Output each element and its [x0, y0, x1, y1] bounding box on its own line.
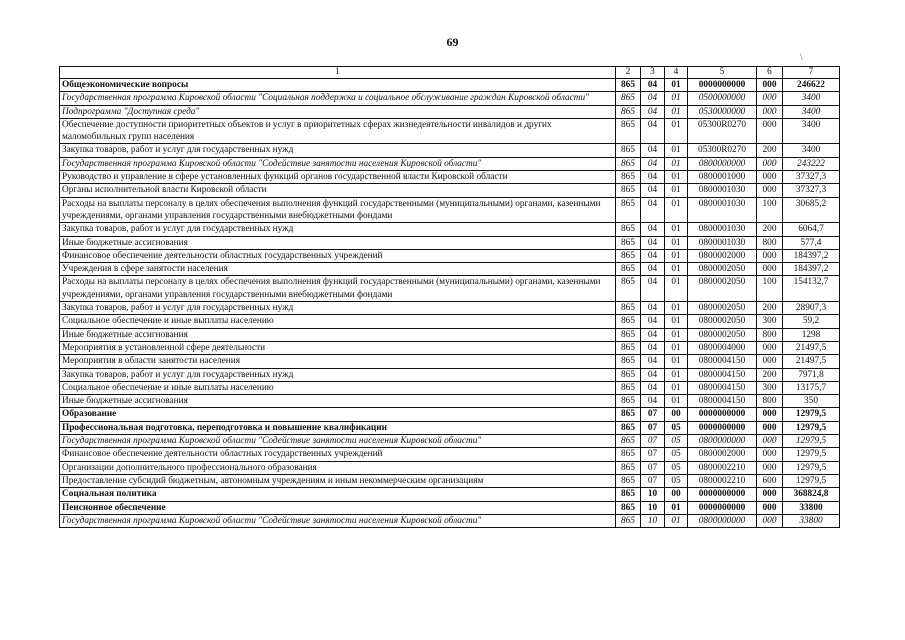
target-article-cell: 05300R0270 [688, 118, 757, 144]
column-header: 5 [688, 67, 757, 79]
expense-type-cell: 000 [757, 249, 783, 262]
target-article-cell: 0800001030 [688, 197, 757, 223]
ministry-code-cell: 865 [616, 118, 641, 144]
section-code-cell: 04 [641, 249, 665, 262]
row-name-cell: Государственная программа Кировской области "Социальная поддержка и социальное обслуживание граждан Кировской области" [60, 92, 616, 105]
table-row [60, 328, 840, 341]
row-name-cell: Профессиональная подготовка, переподготовка и повышение квалификации [60, 421, 616, 434]
expense-type-cell: 000 [757, 488, 783, 501]
header-row [60, 67, 840, 79]
table-row [60, 435, 840, 448]
expense-type-cell: 000 [757, 341, 783, 354]
target-article-cell: 0800001000 [688, 171, 757, 184]
section-code-cell: 04 [641, 105, 665, 118]
table-row [60, 276, 840, 302]
ministry-code-cell: 865 [616, 144, 641, 157]
row-name-cell: Государственная программа Кировской области "Содействие занятости населения Кировской области" [60, 435, 616, 448]
section-code-cell: 04 [641, 368, 665, 381]
row-name-cell: Иные бюджетные ассигнования [60, 328, 616, 341]
subsection-code-cell: 01 [665, 368, 688, 381]
subsection-code-cell: 05 [665, 435, 688, 448]
row-name-cell: Иные бюджетные ассигнования [60, 395, 616, 408]
ministry-code-cell: 865 [616, 328, 641, 341]
table-row [60, 421, 840, 434]
table-row [60, 302, 840, 315]
target-article-cell: 0800002000 [688, 448, 757, 461]
subsection-code-cell: 01 [665, 92, 688, 105]
ministry-code-cell: 865 [616, 448, 641, 461]
subsection-code-cell: 05 [665, 448, 688, 461]
row-name-cell: Органы исполнительной власти Кировской области [60, 184, 616, 197]
section-code-cell: 07 [641, 461, 665, 474]
ministry-code-cell: 865 [616, 197, 641, 223]
expense-type-cell: 100 [757, 276, 783, 302]
ministry-code-cell: 865 [616, 276, 641, 302]
subsection-code-cell: 01 [665, 118, 688, 144]
expense-type-cell: 000 [757, 421, 783, 434]
ministry-code-cell: 865 [616, 474, 641, 487]
section-code-cell: 04 [641, 276, 665, 302]
amount-cell: 12979,5 [783, 474, 840, 487]
section-code-cell: 04 [641, 355, 665, 368]
amount-cell: 368824,8 [783, 488, 840, 501]
expense-type-cell: 000 [757, 461, 783, 474]
ministry-code-cell: 865 [616, 157, 641, 170]
table-row [60, 92, 840, 105]
section-code-cell: 04 [641, 236, 665, 249]
expense-type-cell: 000 [757, 408, 783, 421]
expense-type-cell: 800 [757, 236, 783, 249]
row-name-cell: Закупка товаров, работ и услуг для государственных нужд [60, 144, 616, 157]
section-code-cell: 10 [641, 488, 665, 501]
expense-type-cell: 800 [757, 328, 783, 341]
row-name-cell: Социальное обеспечение и иные выплаты населению [60, 315, 616, 328]
ministry-code-cell: 865 [616, 368, 641, 381]
amount-cell: 3400 [783, 105, 840, 118]
subsection-code-cell: 01 [665, 236, 688, 249]
ministry-code-cell: 865 [616, 184, 641, 197]
row-name-cell: Мероприятия в области занятости населения [60, 355, 616, 368]
section-code-cell: 07 [641, 408, 665, 421]
subsection-code-cell: 01 [665, 197, 688, 223]
ministry-code-cell: 865 [616, 92, 641, 105]
ministry-code-cell: 865 [616, 236, 641, 249]
section-code-cell: 04 [641, 92, 665, 105]
amount-cell: 577,4 [783, 236, 840, 249]
expense-type-cell: 000 [757, 263, 783, 276]
subsection-code-cell: 01 [665, 105, 688, 118]
table-row [60, 79, 840, 92]
table-row [60, 236, 840, 249]
target-article-cell: 05300R0270 [688, 144, 757, 157]
section-code-cell: 04 [641, 315, 665, 328]
ministry-code-cell: 865 [616, 461, 641, 474]
table-row [60, 184, 840, 197]
target-article-cell: 0800004150 [688, 381, 757, 394]
ministry-code-cell: 865 [616, 79, 641, 92]
table-row [60, 223, 840, 236]
ministry-code-cell: 865 [616, 223, 641, 236]
table-row [60, 514, 840, 527]
row-name-cell: Закупка товаров, работ и услуг для государственных нужд [60, 302, 616, 315]
section-code-cell: 04 [641, 171, 665, 184]
table-row [60, 501, 840, 514]
row-name-cell: Пенсионное обеспечение [60, 501, 616, 514]
section-code-cell: 04 [641, 197, 665, 223]
expense-type-cell: 000 [757, 435, 783, 448]
subsection-code-cell: 01 [665, 315, 688, 328]
subsection-code-cell: 01 [665, 276, 688, 302]
table-row [60, 395, 840, 408]
target-article-cell: 0800000000 [688, 435, 757, 448]
amount-cell: 30685,2 [783, 197, 840, 223]
expense-type-cell: 800 [757, 395, 783, 408]
row-name-cell: Социальная политика [60, 488, 616, 501]
ministry-code-cell: 865 [616, 171, 641, 184]
subsection-code-cell: 01 [665, 302, 688, 315]
subsection-code-cell: 01 [665, 79, 688, 92]
target-article-cell: 0800001030 [688, 236, 757, 249]
row-name-cell: Расходы на выплаты персоналу в целях обеспечения выполнения функций государственными (муниципальными) органами, казенными учреждениями, органами управления государственными внебюджетными фондами [60, 197, 616, 223]
target-article-cell: 0800002210 [688, 474, 757, 487]
target-article-cell: 0800002050 [688, 328, 757, 341]
expense-type-cell: 000 [757, 184, 783, 197]
row-name-cell: Подпрограмма "Доступная среда" [60, 105, 616, 118]
expense-type-cell: 000 [757, 92, 783, 105]
page-number: 69 [446, 35, 459, 49]
target-article-cell: 0800000000 [688, 514, 757, 527]
target-article-cell: 0800000000 [688, 157, 757, 170]
amount-cell: 13175,7 [783, 381, 840, 394]
section-code-cell: 07 [641, 435, 665, 448]
ministry-code-cell: 865 [616, 435, 641, 448]
amount-cell: 21497,5 [783, 341, 840, 354]
column-header: 7 [783, 67, 840, 79]
subsection-code-cell: 05 [665, 421, 688, 434]
table-row [60, 381, 840, 394]
table-row [60, 263, 840, 276]
subsection-code-cell: 01 [665, 249, 688, 262]
subsection-code-cell: 01 [665, 514, 688, 527]
section-code-cell: 07 [641, 421, 665, 434]
amount-cell: 154132,7 [783, 276, 840, 302]
row-name-cell: Закупка товаров, работ и услуг для государственных нужд [60, 223, 616, 236]
ministry-code-cell: 865 [616, 381, 641, 394]
amount-cell: 3400 [783, 118, 840, 144]
section-code-cell: 04 [641, 144, 665, 157]
target-article-cell: 0800004150 [688, 395, 757, 408]
amount-cell: 12979,5 [783, 448, 840, 461]
table-row [60, 197, 840, 223]
target-article-cell: 0800002210 [688, 461, 757, 474]
target-article-cell: 0800004000 [688, 341, 757, 354]
row-name-cell: Общеэкономические вопросы [60, 79, 616, 92]
target-article-cell: 0800004150 [688, 368, 757, 381]
column-header: 3 [641, 67, 665, 79]
expense-type-cell: 300 [757, 381, 783, 394]
amount-cell: 246622 [783, 79, 840, 92]
ministry-code-cell: 865 [616, 355, 641, 368]
row-name-cell: Иные бюджетные ассигнования [60, 236, 616, 249]
table-row [60, 118, 840, 144]
budget-table [59, 66, 840, 528]
amount-cell: 28907,3 [783, 302, 840, 315]
expense-type-cell: 000 [757, 157, 783, 170]
section-code-cell: 04 [641, 341, 665, 354]
amount-cell: 21497,5 [783, 355, 840, 368]
amount-cell: 12979,5 [783, 435, 840, 448]
subsection-code-cell: 01 [665, 171, 688, 184]
subsection-code-cell: 01 [665, 328, 688, 341]
table-row [60, 315, 840, 328]
ministry-code-cell: 865 [616, 341, 641, 354]
row-name-cell: Государственная программа Кировской области "Содействие занятости населения Кировской области" [60, 157, 616, 170]
section-code-cell: 04 [641, 118, 665, 144]
section-code-cell: 04 [641, 328, 665, 341]
column-header: 2 [616, 67, 641, 79]
column-header: 6 [757, 67, 783, 79]
section-code-cell: 07 [641, 448, 665, 461]
ministry-code-cell: 865 [616, 501, 641, 514]
target-article-cell: 0530000000 [688, 105, 757, 118]
table-row [60, 341, 840, 354]
amount-cell: 3400 [783, 144, 840, 157]
expense-type-cell: 000 [757, 118, 783, 144]
ministry-code-cell: 865 [616, 263, 641, 276]
column-header: 1 [60, 67, 616, 79]
subsection-code-cell: 05 [665, 474, 688, 487]
ministry-code-cell: 865 [616, 395, 641, 408]
table-row [60, 408, 840, 421]
ministry-code-cell: 865 [616, 315, 641, 328]
target-article-cell: 0000000000 [688, 408, 757, 421]
table-row [60, 144, 840, 157]
row-name-cell: Финансовое обеспечение деятельности областных государственных учреждений [60, 448, 616, 461]
column-header: 4 [665, 67, 688, 79]
amount-cell: 350 [783, 395, 840, 408]
subsection-code-cell: 01 [665, 381, 688, 394]
amount-cell: 3400 [783, 92, 840, 105]
target-article-cell: 0000000000 [688, 501, 757, 514]
target-article-cell: 0800001030 [688, 184, 757, 197]
ministry-code-cell: 865 [616, 105, 641, 118]
target-article-cell: 0000000000 [688, 488, 757, 501]
section-code-cell: 04 [641, 381, 665, 394]
ministry-code-cell: 865 [616, 249, 641, 262]
section-code-cell: 04 [641, 263, 665, 276]
row-name-cell: Образование [60, 408, 616, 421]
corner-mark: \ [800, 52, 803, 62]
table-row [60, 448, 840, 461]
target-article-cell: 0800002000 [688, 249, 757, 262]
row-name-cell: Закупка товаров, работ и услуг для государственных нужд [60, 368, 616, 381]
expense-type-cell: 100 [757, 197, 783, 223]
expense-type-cell: 200 [757, 302, 783, 315]
table-row [60, 488, 840, 501]
row-name-cell: Социальное обеспечение и иные выплаты населению [60, 381, 616, 394]
ministry-code-cell: 865 [616, 421, 641, 434]
subsection-code-cell: 01 [665, 355, 688, 368]
target-article-cell: 0000000000 [688, 79, 757, 92]
amount-cell: 6064,7 [783, 223, 840, 236]
subsection-code-cell: 01 [665, 395, 688, 408]
ministry-code-cell: 865 [616, 488, 641, 501]
amount-cell: 12979,5 [783, 421, 840, 434]
expense-type-cell: 000 [757, 171, 783, 184]
table-row [60, 157, 840, 170]
subsection-code-cell: 01 [665, 341, 688, 354]
section-code-cell: 10 [641, 501, 665, 514]
section-code-cell: 04 [641, 302, 665, 315]
section-code-cell: 04 [641, 157, 665, 170]
expense-type-cell: 000 [757, 514, 783, 527]
row-name-cell: Руководство и управление в сфере установленных функций органов государственной власти Кировской области [60, 171, 616, 184]
section-code-cell: 04 [641, 79, 665, 92]
table-row [60, 368, 840, 381]
expense-type-cell: 200 [757, 223, 783, 236]
row-name-cell: Государственная программа Кировской области "Содействие занятости населения Кировской области" [60, 514, 616, 527]
amount-cell: 7971,8 [783, 368, 840, 381]
section-code-cell: 07 [641, 474, 665, 487]
table-row [60, 461, 840, 474]
subsection-code-cell: 01 [665, 157, 688, 170]
subsection-code-cell: 01 [665, 501, 688, 514]
amount-cell: 12979,5 [783, 461, 840, 474]
table-body [60, 67, 840, 528]
amount-cell: 184397,2 [783, 249, 840, 262]
target-article-cell: 0800002050 [688, 276, 757, 302]
row-name-cell: Финансовое обеспечение деятельности областных государственных учреждений [60, 249, 616, 262]
row-name-cell: Организации дополнительного профессионального образования [60, 461, 616, 474]
target-article-cell: 0800001030 [688, 223, 757, 236]
section-code-cell: 04 [641, 395, 665, 408]
table-row [60, 474, 840, 487]
section-code-cell: 10 [641, 514, 665, 527]
amount-cell: 184397,2 [783, 263, 840, 276]
subsection-code-cell: 01 [665, 184, 688, 197]
subsection-code-cell: 05 [665, 461, 688, 474]
target-article-cell: 0000000000 [688, 421, 757, 434]
row-name-cell: Учреждения в сфере занятости населения [60, 263, 616, 276]
subsection-code-cell: 00 [665, 408, 688, 421]
table-row [60, 105, 840, 118]
expense-type-cell: 600 [757, 474, 783, 487]
expense-type-cell: 000 [757, 355, 783, 368]
section-code-cell: 04 [641, 223, 665, 236]
subsection-code-cell: 01 [665, 263, 688, 276]
expense-type-cell: 000 [757, 105, 783, 118]
amount-cell: 12979,5 [783, 408, 840, 421]
expense-type-cell: 000 [757, 448, 783, 461]
section-code-cell: 04 [641, 184, 665, 197]
expense-type-cell: 000 [757, 79, 783, 92]
amount-cell: 59,2 [783, 315, 840, 328]
row-name-cell: Расходы на выплаты персоналу в целях обеспечения выполнения функций государственными (муниципальными) органами, казенными учреждениями, органами управления государственными внебюджетными фондами [60, 276, 616, 302]
target-article-cell: 0800002050 [688, 263, 757, 276]
row-name-cell: Обеспечение доступности приоритетных объектов и услуг в приоритетных сферах жизнедеятельности инвалидов и других маломобильных групп населения [60, 118, 616, 144]
ministry-code-cell: 865 [616, 514, 641, 527]
table-row [60, 249, 840, 262]
subsection-code-cell: 00 [665, 488, 688, 501]
subsection-code-cell: 01 [665, 223, 688, 236]
target-article-cell: 0800002050 [688, 315, 757, 328]
table-row [60, 171, 840, 184]
amount-cell: 37327,3 [783, 184, 840, 197]
row-name-cell: Предоставление субсидий бюджетным, автономным учреждениям и иным некоммерческим организациям [60, 474, 616, 487]
expense-type-cell: 300 [757, 315, 783, 328]
expense-type-cell: 200 [757, 368, 783, 381]
ministry-code-cell: 865 [616, 408, 641, 421]
amount-cell: 243222 [783, 157, 840, 170]
target-article-cell: 0800002050 [688, 302, 757, 315]
subsection-code-cell: 01 [665, 144, 688, 157]
amount-cell: 33800 [783, 514, 840, 527]
row-name-cell: Мероприятия в установленной сфере деятельности [60, 341, 616, 354]
ministry-code-cell: 865 [616, 302, 641, 315]
target-article-cell: 0800004150 [688, 355, 757, 368]
table-row [60, 355, 840, 368]
amount-cell: 1298 [783, 328, 840, 341]
expense-type-cell: 000 [757, 501, 783, 514]
amount-cell: 33800 [783, 501, 840, 514]
amount-cell: 37327,3 [783, 171, 840, 184]
expense-type-cell: 200 [757, 144, 783, 157]
target-article-cell: 0500000000 [688, 92, 757, 105]
